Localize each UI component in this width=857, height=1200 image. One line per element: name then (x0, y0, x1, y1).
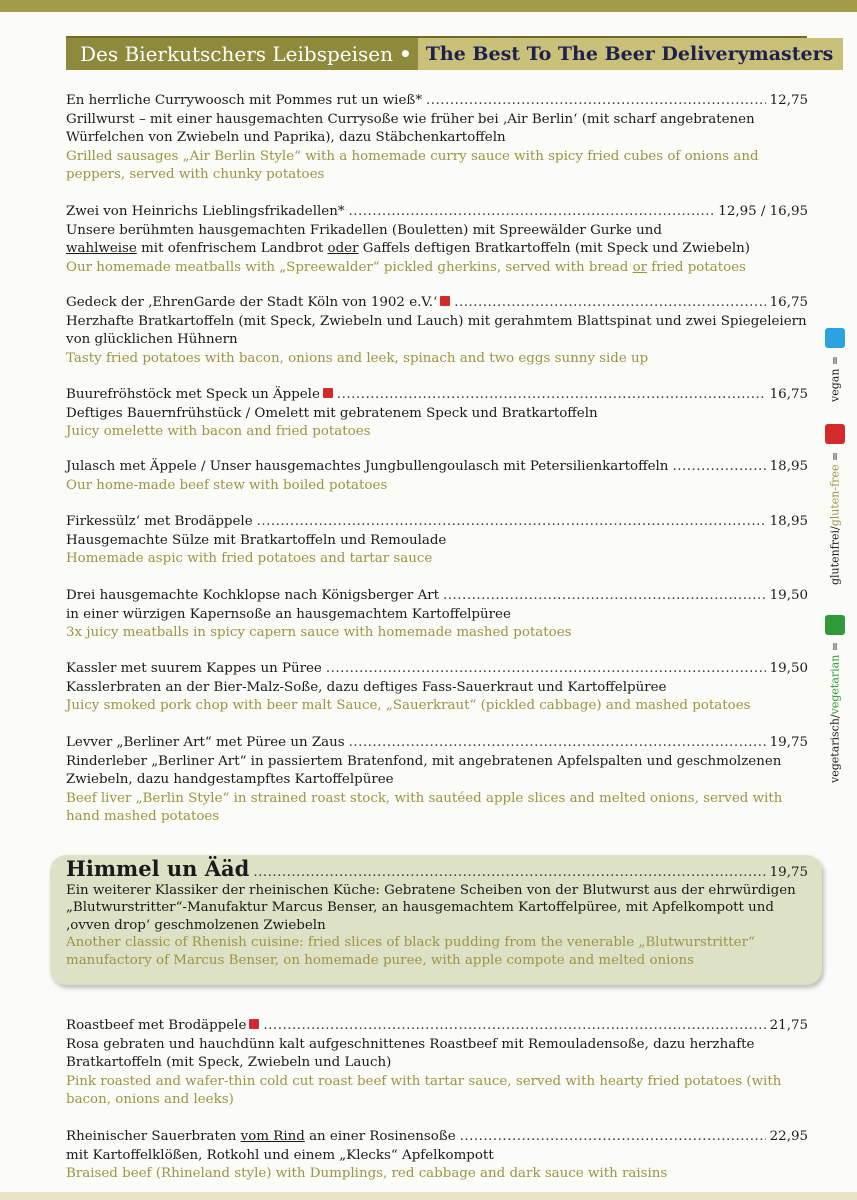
item-description-english: Homemade aspic with fried potatoes and tartar sauce (66, 551, 433, 566)
item-description-german: Rinderleber „Berliner Art“ in passiertem Bratenfond, mit angebratenen Apfelspalten und geschmolzenen Zwiebeln, dazu handgestampftes Kartoffelpüree (66, 753, 782, 787)
item-name: Gedeck der ‚EhrenGarde der Stadt Köln von 1902 e.V.‘ (66, 295, 438, 310)
item-description-english: Juicy smoked pork chop with beer malt Sauce, „Sauerkraut“ (pickled cabbage) and mashed potatoes (66, 698, 751, 713)
menu-item-julasch (66, 458, 808, 495)
item-description-english: Another classic of Rhenish cuisine: fried slices of black pudding from the venerable „Blutwurstritter“ manufactory of Marcus Benser, on homemade puree, with apple compote and melted onions (66, 935, 755, 968)
leader-dots (454, 294, 765, 313)
top-border (0, 0, 857, 12)
menu-item-roastbeef (66, 1017, 808, 1110)
special-item-name: Himmel un Ääd (66, 856, 250, 881)
leader-dots (426, 92, 766, 111)
item-price: 12,75 (769, 93, 808, 108)
leader-dots (263, 1017, 765, 1036)
legend-vegan-label: vegan = (828, 356, 842, 403)
item-price: 18,95 (769, 459, 808, 474)
item-description-german: Herzhafte Bratkartoffeln (mit Speck, Zwiebeln und Lauch) mit gerahmtem Blattspinat und zwei Spiegeleiern von glücklichen Hühnern (66, 313, 807, 347)
item-description-german: Deftiges Bauernfrühstück / Omelett mit gebratenem Speck und Bratkartoffeln (66, 405, 598, 421)
menu-item-firkessuelz (66, 513, 808, 569)
item-description-english: Beef liver „Berlin Style“ in strained roast stock, with sautéed apple slices and melted onions, served with hand mashed potatoes (66, 790, 783, 824)
item-description-english: Grilled sausages „Air Berlin Style“ with a homemade curry sauce with spicy fried cubes of onions and peppers, served with chunky potatoes (66, 148, 759, 182)
item-price: 19,50 (769, 661, 808, 676)
item-name: En herrliche Currywoosch mit Pommes rut un wieß* (66, 93, 423, 108)
item-description-german: Rosa gebraten und hauchdünn kalt aufgeschnittenes Roastbeef mit Remouladensoße, dazu herzhafte Bratkartoffeln (mit Speck, Zwiebeln und Lauch) (66, 1036, 755, 1070)
gluten-free-marker-icon (249, 1019, 259, 1029)
item-description-german: Ein weiterer Klassiker der rheinischen Küche: Gebratene Scheiben von der Blutwurst aus der ehrwürdigen „Blutwurstritter“-Manufaktur Marcus Benser, an hausgemachtem Kartoffelpüree, mit Apfelkompott und ‚ovven drop‘ geschmolzenen Zwiebeln (66, 882, 796, 933)
item-price: 22,95 (769, 1129, 808, 1144)
leader-dots (349, 734, 766, 753)
item-price: 21,75 (769, 1018, 808, 1033)
item-description-german: Unsere berühmten hausgemachten Frikadellen (Bouletten) mit Spreewälder Gurke und wahlweise mit ofenfrischem Landbrot oder Gaffels deftigen Bratkartoffeln (mit Speck und Zwiebeln) (66, 222, 750, 256)
item-name: Zwei von Heinrichs Lieblingsfrikadellen* (66, 204, 345, 219)
item-name: Julasch met Äppele / Unser hausgemachtes Jungbullengoulasch mit Petersilienkartoffeln (66, 459, 669, 474)
legend-gluten-free-label: glutenfrei/gluten-free = (828, 452, 842, 586)
item-name: Buurefröhstöck met Speck un Äppele (66, 387, 320, 402)
leader-dots (253, 864, 765, 882)
item-price: 18,95 (769, 514, 808, 529)
item-description-english: Our homemade meatballs with „Spreewalder“ pickled gherkins, served with bread or fried potatoes (66, 259, 746, 275)
gluten-free-marker-icon (323, 388, 333, 398)
item-description-german: Grillwurst – mit einer hausgemachten Currysoße wie früher bei ‚Air Berlin‘ (mit scharf angebratenen Würfelchen von Zwiebeln und Paprika), dazu Stäbchenkartoffeln (66, 111, 755, 145)
menu-item-gedeck-ehrengarde (66, 294, 808, 368)
item-price: 19,75 (769, 865, 808, 880)
legend-vegetarian-label: vegetarisch/vegetarian = (828, 642, 842, 784)
leader-dots (257, 513, 766, 532)
leader-dots (349, 203, 715, 222)
item-description-english: Tasty fried potatoes with bacon, onions and leek, spinach and two eggs sunny side up (66, 350, 649, 366)
gluten-free-square-icon (825, 424, 845, 444)
leader-dots (672, 458, 765, 477)
item-price: 16,75 (769, 387, 808, 402)
item-description-german: Hausgemachte Sülze mit Bratkartoffeln und Remoulade (66, 532, 447, 548)
item-description-german: in einer würzigen Kapernsoße an hausgemachtem Kartoffelpüree (66, 606, 511, 622)
item-name: Drei hausgemachte Kochklopse nach Königsberger Art (66, 588, 440, 603)
section-title-english: The Best To The Beer Deliverymasters (418, 38, 844, 70)
menu-item-levver (66, 734, 808, 827)
menu-item-sauerbraten (66, 1128, 808, 1184)
item-description-german: Kasslerbraten an der Bier-Malz-Soße, dazu deftiges Fass-Sauerkraut und Kartoffelpüree (66, 679, 667, 695)
item-name: Kassler met suurem Kappes un Püree (66, 661, 322, 676)
leader-dots (460, 1128, 766, 1147)
leader-dots (337, 386, 766, 405)
item-name: Roastbeef met Brodäppele (66, 1018, 247, 1033)
item-name: Rheinischer Sauerbraten vom Rind an einer Rosinensoße (66, 1129, 456, 1144)
section-title-german: Des Bierkutschers Leibspeisen (66, 38, 393, 70)
item-name: Firkessülz‘ met Brodäppele (66, 514, 253, 529)
item-price: 19,75 (769, 735, 808, 750)
menu-item-kassler (66, 660, 808, 716)
item-price: 16,75 (769, 295, 808, 310)
item-description-english: Pink roasted and wafer-thin cold cut roast beef with tartar sauce, served with hearty fried potatoes (with bacon, onions and leeks) (66, 1073, 782, 1107)
item-name: Levver „Berliner Art“ met Püree un Zaus (66, 735, 345, 750)
leader-dots (443, 587, 766, 606)
item-description-english: 3x juicy meatballs in spicy capern sauce with homemade mashed potatoes (66, 625, 572, 640)
leader-dots (326, 660, 766, 679)
bottom-border (0, 1192, 857, 1200)
item-description-english: Braised beef (Rhineland style) with Dumplings, red cabbage and dark sauce with raisins (66, 1166, 668, 1181)
gluten-free-marker-icon (440, 296, 450, 306)
title-separator: • (398, 42, 412, 66)
menu-item-buurefroehstoeck (66, 386, 808, 442)
item-price: 19,50 (769, 588, 808, 603)
menu-item-currywurst (66, 92, 808, 185)
vegan-square-icon (825, 328, 845, 348)
section-title-bar (66, 36, 834, 70)
menu-item-kochklopse (66, 587, 808, 643)
item-price: 12,95 / 16,95 (718, 204, 808, 219)
item-description-english: Our home-made beef stew with boiled potatoes (66, 477, 388, 493)
vegetarian-square-icon (825, 615, 845, 635)
menu-item-frikadellen (66, 203, 808, 277)
dietary-legend (822, 320, 852, 784)
item-description-german: mit Kartoffelklößen, Rotkohl und einem „Klecks“ Apfelkompott (66, 1147, 494, 1163)
menu-item-himmel-un-aead (66, 856, 808, 969)
item-description-english: Juicy omelette with bacon and fried potatoes (66, 424, 371, 439)
